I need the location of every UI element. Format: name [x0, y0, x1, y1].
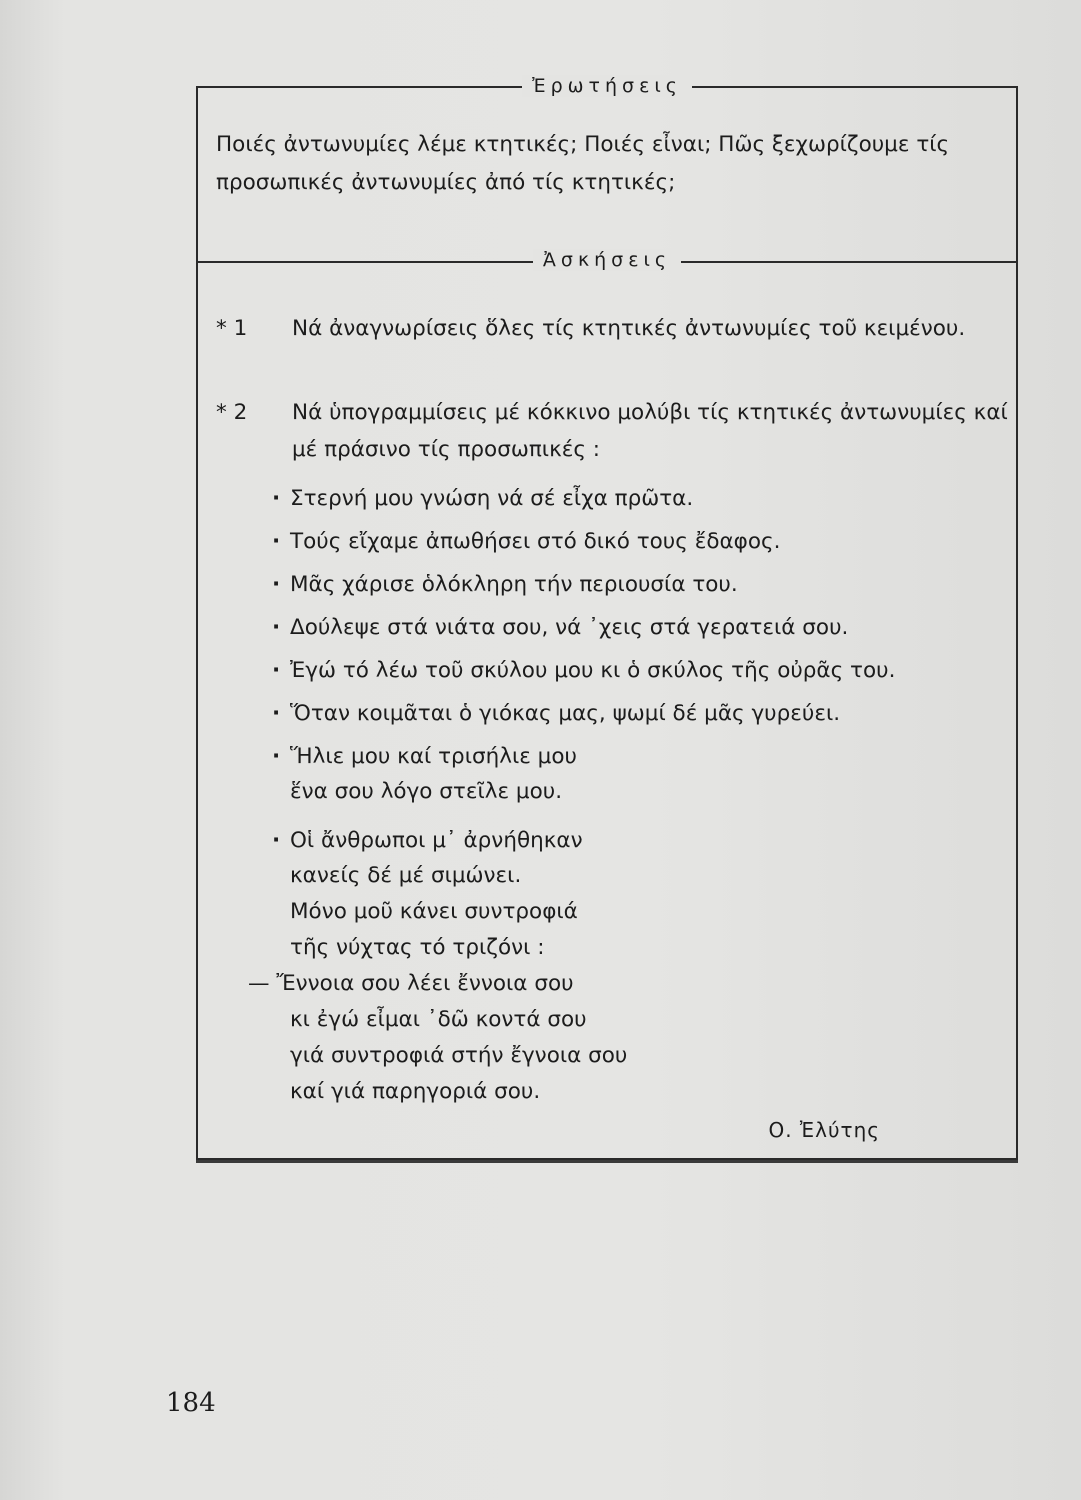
poem-dash-line: — Ἔννοια σου λέει ἔννοια σου: [248, 971, 574, 996]
poem-line: καί γιά παρηγοριά σου.: [290, 1079, 541, 1104]
exercise-number: * 1: [216, 316, 248, 341]
exercises-heading: Ἀσκήσεις: [198, 249, 1016, 271]
page-number: 184: [166, 1388, 216, 1418]
poem-line: κι ἐγώ εἶμαι ᾿δῶ κοντά σου: [290, 1007, 587, 1032]
poem-line: κανείς δέ μέ σιμώνει.: [290, 863, 522, 888]
poem-author: Ο. Ἐλύτης: [768, 1118, 880, 1142]
poem-line: γιά συντροφιά στήν ἔγνοια σου: [290, 1043, 628, 1068]
exercise-text: Νά ὑπογραμμίσεις μέ κόκκινο μολύβι τίς κτητικές ἀντωνυμίες καί μέ πράσινο τίς προσωπικές :: [292, 400, 1008, 462]
exercise-box: Ἐρωτήσεις Ποιές ἀντωνυμίες λέμε κτητικές; Ποιές εἶναι; Πῶς ξεχωρίζουμε τίς προσωπικές ἀντωνυμίες ἀπό τίς κτητικές; Ἀσκήσεις * 1 Νά ἀναγνωρίσεις ὅλες τίς κτητικές ἀντωνυμίες τοῦ κειμένου. * 2 Νά ὑπογραμμίσεις μέ κόκκινο μολύβι τίς κτητικές ἀντωνυμίες καί μέ πράσινο τίς προσωπικές : · Στερνή μου γνώση νά σέ εἶχα πρῶτα. · Τούς εἴχαμε ἀπωθήσει στό δικό τους ἔδαφος. · Μᾶς χάρισε ὁλόκληρη τήν περιουσία του. · Δούλεψε στά νιάτα σου, νά ᾿χεις στά γερατειά σου. · Ἐγώ τό λέω τοῦ σκύλου μου κι ὁ σκύλος τῆς οὐρᾶς του. · Ὅταν κοιμᾶται ὁ γιόκας μας, ψωμί δέ μᾶς γυρεύει. · Ἥλιε μου καί τρισήλιε μου ἕνα σου λόγο στεῖλε μου. · Οἱ ἄνθρωποι μ᾿ ἀρνήθηκαν κανείς δέ μέ σιμώνει. Μόνο μοῦ κάνει συντροφιά τῆς νύχτας τό τριζόνι : — Ἔννοια σου λέει ἔννοια σου κι ἐγώ εἶμαι ᾿δῶ κοντά σου γιά συντροφιά στήν ἔγνοια σου καί γιά παρηγοριά σου. Ο. Ἐλύτης: [196, 86, 1018, 1160]
exercise-number: * 2: [216, 400, 248, 425]
poem-line: Μόνο μοῦ κάνει συντροφιά: [290, 899, 578, 924]
verse-line: ἕνα σου λόγο στεῖλε μου.: [290, 779, 563, 804]
exercise-text: Νά ἀναγνωρίσεις ὅλες τίς κτητικές ἀντωνυμίες τοῦ κειμένου.: [292, 316, 966, 341]
questions-text: Ποιές ἀντωνυμίες λέμε κτητικές; Ποιές εἶναι; Πῶς ξεχωρίζουμε τίς προσωπικές ἀντωνυμίες ἀπό τίς κτητικές;: [216, 132, 950, 195]
questions-heading: Ἐρωτήσεις: [198, 75, 1016, 97]
poem-line: τῆς νύχτας τό τριζόνι :: [290, 935, 545, 960]
box-bottom-rule: [196, 1160, 1018, 1163]
